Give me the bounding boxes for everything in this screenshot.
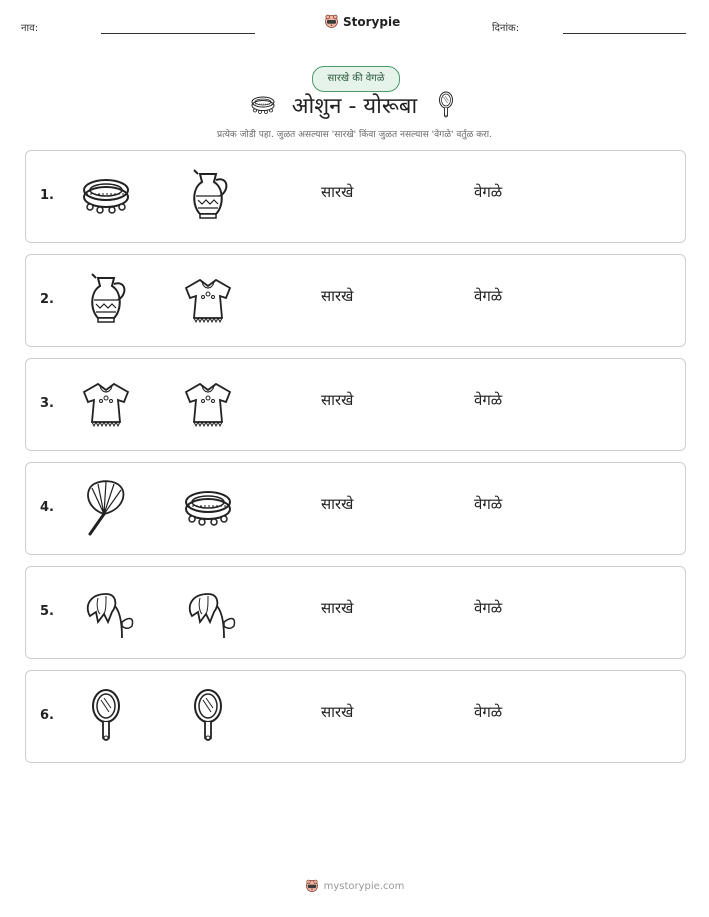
question-card: [25, 566, 686, 659]
question-card: [25, 254, 686, 347]
flower-icon: [178, 582, 238, 642]
instructions: प्रत्येक जोडी पहा. जुळत असल्यास 'सारखे' किंवा जुळत नसल्यास 'वेगळे' वर्तुळ करा.: [216, 130, 492, 140]
footer-url: mystorypie.com: [323, 880, 405, 892]
blouse-icon: [178, 374, 238, 434]
question-card: [25, 462, 686, 555]
same-option[interactable]: सारखे: [321, 495, 354, 513]
question-number: 4.: [40, 500, 54, 515]
mirror-icon: [178, 686, 238, 746]
different-option[interactable]: वेगळे: [474, 287, 503, 305]
jug-icon: [76, 270, 136, 330]
different-option[interactable]: वेगळे: [474, 183, 503, 201]
different-option[interactable]: वेगळे: [474, 599, 503, 617]
question-number: 3.: [40, 396, 54, 411]
same-option[interactable]: सारखे: [321, 703, 354, 721]
category-badge: सारखे की वेगळे: [312, 66, 400, 92]
blouse-icon: [76, 374, 136, 434]
worksheet-header: [0, 14, 709, 44]
storypie-mascot-icon: [305, 879, 319, 893]
flower-icon: [76, 582, 136, 642]
fan-icon: [76, 478, 136, 538]
question-card: [25, 670, 686, 763]
question-card: [25, 358, 686, 451]
footer: [0, 879, 709, 893]
question-number: 5.: [40, 604, 54, 619]
different-option[interactable]: वेगळे: [474, 495, 503, 513]
date-line[interactable]: [563, 33, 686, 34]
bangles-icon: [248, 90, 278, 120]
mirror-icon: [76, 686, 136, 746]
question-number: 6.: [40, 708, 54, 723]
jug-icon: [178, 166, 238, 226]
name-label: नाव:: [21, 23, 39, 34]
date-label: दिनांक:: [492, 23, 520, 34]
storypie-logo: [324, 14, 400, 29]
question-number: 2.: [40, 292, 54, 307]
mirror-icon: [431, 90, 461, 120]
storypie-mascot-icon: [324, 14, 339, 29]
same-option[interactable]: सारखे: [321, 391, 354, 409]
bangles-icon: [76, 166, 136, 226]
name-line[interactable]: [101, 33, 255, 34]
same-option[interactable]: सारखे: [321, 599, 354, 617]
page-title: ओशुन - योरूबा: [291, 94, 418, 119]
bangles-icon: [178, 478, 238, 538]
same-option[interactable]: सारखे: [321, 287, 354, 305]
different-option[interactable]: वेगळे: [474, 703, 503, 721]
same-option[interactable]: सारखे: [321, 183, 354, 201]
different-option[interactable]: वेगळे: [474, 391, 503, 409]
blouse-icon: [178, 270, 238, 330]
title-row: [0, 88, 709, 122]
logo-text: Storypie: [343, 14, 401, 29]
question-number: 1.: [40, 188, 54, 203]
question-card: [25, 150, 686, 243]
